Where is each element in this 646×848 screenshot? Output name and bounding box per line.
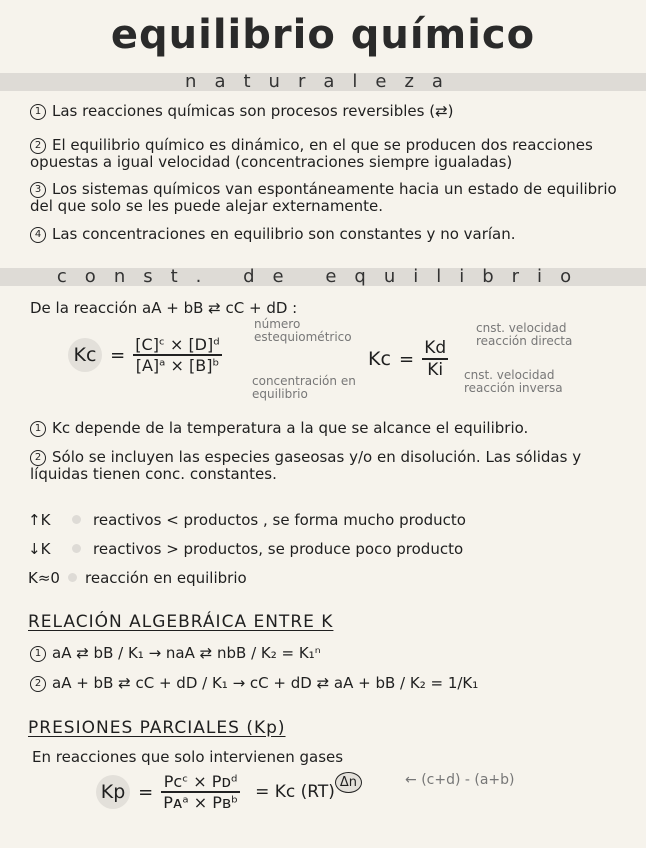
presiones-intro: En reacciones que solo intervienen gases xyxy=(32,748,344,766)
case-text: reactivos > productos, se produce poco producto xyxy=(93,540,464,558)
kc-numerator: [C]ᶜ × [D]ᵈ xyxy=(135,335,220,354)
item-number: 4 xyxy=(30,227,46,243)
case-symbol: ↓K xyxy=(28,540,51,558)
kp-fraction xyxy=(161,772,240,812)
naturaleza-item xyxy=(30,137,640,171)
bullet-dot xyxy=(72,515,81,524)
section-title-naturaleza: naturaleza xyxy=(185,71,461,92)
kd-ki-fraction xyxy=(422,338,448,380)
naturaleza-item xyxy=(30,181,640,215)
row-number: 1 xyxy=(30,646,46,662)
equals-sign: = xyxy=(110,344,126,366)
delta-note-text: (c+d) - (a+b) xyxy=(421,772,515,788)
case-symbol: K≈0 xyxy=(28,569,60,587)
delta-n: Δn xyxy=(335,772,362,793)
kc-symbol: Kc xyxy=(68,338,102,372)
note-number: 2 xyxy=(30,450,46,466)
case-row xyxy=(28,511,466,529)
note-text: Sólo se incluyen las especies gaseosas y/o en disolución. Las sólidas y líquidas tienen conc. constantes. xyxy=(30,448,582,483)
row-text: aA ⇄ bB / K₁ → naA ⇄ nbB / K₂ = K₁ⁿ xyxy=(52,644,321,662)
item-text: Los sistemas químicos van espontáneamente hacia un estado de equilibrio del que solo se les puede alejar externamente. xyxy=(30,180,617,215)
kp-denominator: Pᴀᵃ × Pʙᵇ xyxy=(163,793,239,812)
row-number: 2 xyxy=(30,676,46,692)
bullet-dot xyxy=(68,573,77,582)
bullet-dot xyxy=(72,544,81,553)
item-number: 3 xyxy=(30,182,46,198)
item-text: Las concentraciones en equilibrio son constantes y no varían. xyxy=(52,225,516,243)
kd-numerator: Kd xyxy=(424,338,447,358)
item-text: El equilibrio químico es dinámico, en el que se producen dos reacciones opuestas a igual velocidad (concentraciones siempre igualadas) xyxy=(30,136,593,171)
naturaleza-item xyxy=(30,103,640,120)
equals-sign: = xyxy=(399,348,415,370)
presiones-heading: PRESIONES PARCIALES (Kp) xyxy=(28,718,286,738)
note-kd: cnst. velocidad reacción directa xyxy=(476,321,573,348)
kc-fraction xyxy=(133,335,221,375)
naturaleza-item xyxy=(30,226,640,243)
item-text: Las reacciones químicas son procesos reversibles (⇄) xyxy=(52,102,454,120)
case-text: reacción en equilibrio xyxy=(85,569,247,587)
relacion-heading: RELACIÓN ALGEBRÁICA ENTRE K xyxy=(28,612,334,632)
row-text: aA + bB ⇄ cC + dD / K₁ → cC + dD ⇄ aA + bB / K₂ = 1/K₁ xyxy=(52,674,479,692)
kc2-symbol: Kc xyxy=(368,348,391,370)
item-number: 1 xyxy=(30,104,46,120)
kc-denominator: [A]ᵃ × [B]ᵇ xyxy=(135,356,220,375)
page-title: equilibrio químico xyxy=(110,12,536,58)
relation-row xyxy=(30,645,640,662)
kp-symbol: Kp xyxy=(96,775,130,809)
kp-numerator: Pᴄᶜ × Pᴅᵈ xyxy=(161,772,240,793)
relation-row xyxy=(30,675,640,692)
kc-note xyxy=(30,449,590,483)
note-ki: cnst. velocidad reacción inversa xyxy=(464,368,563,395)
kp-expression xyxy=(96,772,456,812)
note-number: 1 xyxy=(30,421,46,437)
kc-kinetic-expression xyxy=(368,338,458,380)
left-arrow-icon: ← xyxy=(405,772,417,788)
ki-denominator: Ki xyxy=(427,360,444,380)
section-title-constante: const. de equilibrio xyxy=(56,266,590,287)
delta-note xyxy=(405,772,515,788)
kp-rhs: = Kc (RT) xyxy=(255,782,335,802)
item-number: 2 xyxy=(30,138,46,154)
note-concentracion: concentración en equilibrio xyxy=(252,374,356,401)
kc-note xyxy=(30,420,640,437)
equals-sign: = xyxy=(138,781,154,803)
case-row xyxy=(28,540,463,558)
case-text: reactivos < productos , se forma mucho producto xyxy=(93,511,466,529)
note-text: Kc depende de la temperatura a la que se alcance el equilibrio. xyxy=(52,419,529,437)
note-numero-estequiometrico: número estequiométrico xyxy=(254,317,352,344)
reaction-intro: De la reacción aA + bB ⇄ cC + dD : xyxy=(30,299,298,317)
case-row xyxy=(28,569,247,587)
case-symbol: ↑K xyxy=(28,511,51,529)
